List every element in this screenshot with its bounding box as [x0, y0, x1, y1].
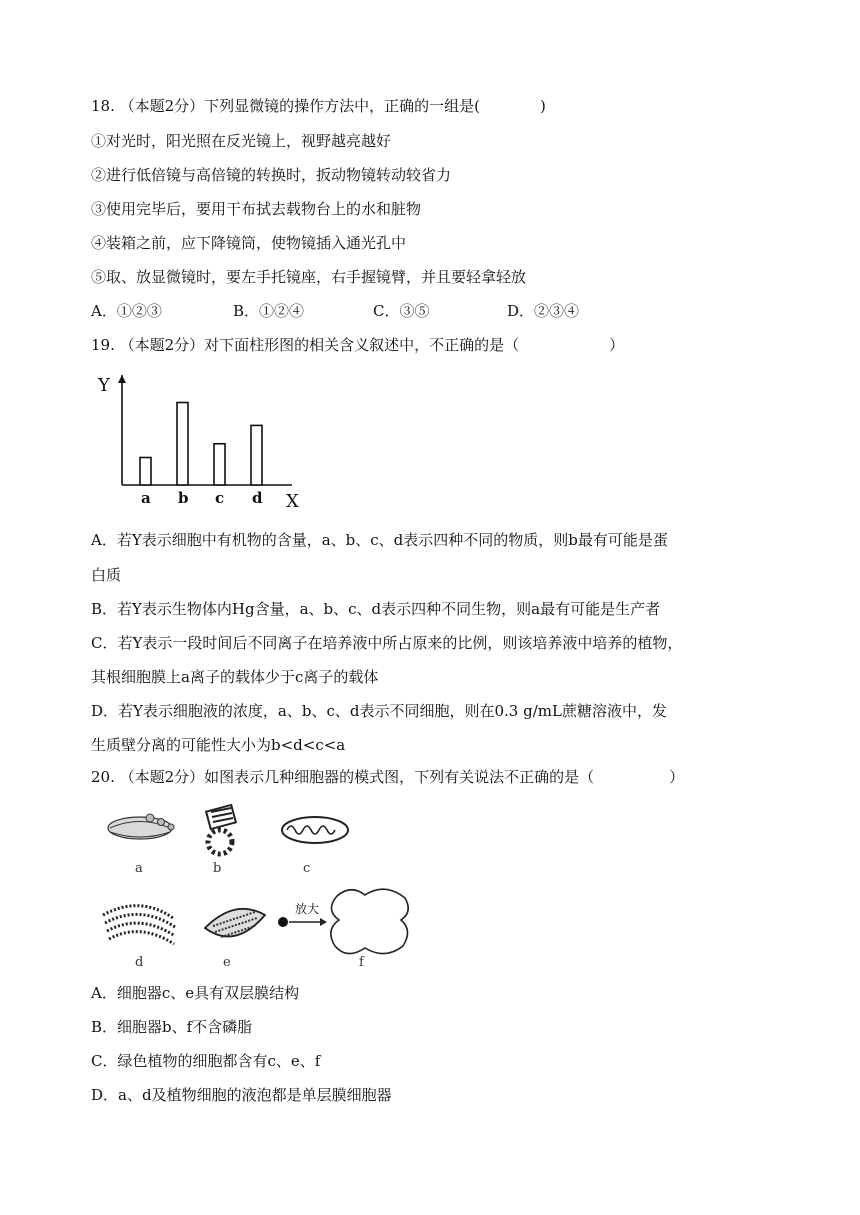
bar-a: [140, 458, 151, 486]
organelle-a-golgi: [108, 814, 174, 839]
q18-option-c: C．③⑤: [373, 302, 430, 320]
q19-option-c-line2: 其根细胞膜上a离子的载体少于c离子的载体: [91, 668, 379, 686]
q18-option-a: A．①②③: [91, 302, 162, 320]
figure-label-a: a: [135, 861, 143, 876]
figure-label-b: b: [213, 861, 222, 876]
q19-option-a-line2: 白质: [91, 566, 122, 584]
q19-option-b: B．若Y表示生物体内Hg含量，a、b、c、d表示四种不同生物，则a最有可能是生产者: [91, 600, 661, 618]
q18-item-3: ③使用完毕后，要用干布拭去载物台上的水和脏物: [91, 200, 422, 218]
q19-option-d-line1: D．若Y表示细胞液的浓度，a、b、c、d表示不同细胞，则在0.3 g/mL蔗糖溶液中，发: [91, 702, 667, 720]
arrow-label: 放大: [295, 902, 320, 916]
organelle-figure: [95, 800, 425, 975]
organelle-d-er: [103, 906, 175, 944]
tick-label-a: a: [141, 489, 151, 507]
bar-chart: [92, 365, 322, 515]
figure-label-d: d: [135, 955, 144, 970]
q19-option-c-line1: C．若Y表示一段时间后不同离子在培养液中所占原来的比例，则该培养液中培养的植物，: [91, 634, 683, 652]
y-axis-arrow: [118, 375, 126, 383]
organelle-e-chloroplast: [205, 909, 265, 937]
tick-label-d: d: [252, 489, 263, 507]
y-axis-label: Y: [98, 375, 110, 396]
tick-label-b: b: [178, 489, 189, 507]
q18-stem: 18. （本题2分）下列显微镜的操作方法中，正确的一组是( ): [91, 97, 546, 115]
q18-item-5: ⑤取、放显微镜时，要左手托镜座，右手握镜臂，并且要轻拿轻放: [91, 268, 527, 286]
q18-option-d: D．②③④: [507, 302, 580, 320]
q20-option-a: A．细胞器c、e具有双层膜结构: [91, 984, 300, 1002]
organelle-c-mitochondrion: [282, 817, 348, 843]
bar-c: [214, 444, 225, 485]
organelle-b-centriole: [206, 805, 236, 854]
x-axis-label: X: [286, 491, 299, 512]
q18-item-2: ②进行低倍镜与高倍镜的转换时，扳动物镜转动较省力: [91, 166, 452, 184]
tick-label-c: c: [215, 489, 225, 507]
figure-label-f: f: [359, 955, 364, 970]
bar-d: [251, 425, 262, 485]
figure-label-e: e: [223, 955, 231, 970]
q18-item-1: ①对光时，阳光照在反光镜上，视野越亮越好: [91, 132, 392, 150]
q18-option-b: B．①②④: [233, 302, 305, 320]
q20-option-d: D．a、d及植物细胞的液泡都是单层膜细胞器: [91, 1086, 392, 1104]
q20-option-c: C．绿色植物的细胞都含有c、e、f: [91, 1052, 321, 1070]
organelle-f-ribosome: [278, 889, 408, 953]
q18-item-4: ④装箱之前，应下降镜筒，使物镜插入通光孔中: [91, 234, 407, 252]
figure-label-c: c: [303, 861, 311, 876]
q19-stem: 19. （本题2分）对下面柱形图的相关含义叙述中，不正确的是（ ）: [91, 336, 625, 354]
q20-option-b: B．细胞器b、f不含磷脂: [91, 1018, 253, 1036]
q19-option-a-line1: A．若Y表示细胞中有机物的含量，a、b、c、d表示四种不同的物质，则b最有可能是蛋: [91, 531, 668, 549]
bar-b: [177, 403, 188, 486]
q19-option-d-line2: 生质壁分离的可能性大小为b<d<c<a: [91, 736, 346, 754]
q20-stem: 20. （本题2分）如图表示几种细胞器的模式图，下列有关说法不正确的是（ ）: [91, 768, 685, 786]
